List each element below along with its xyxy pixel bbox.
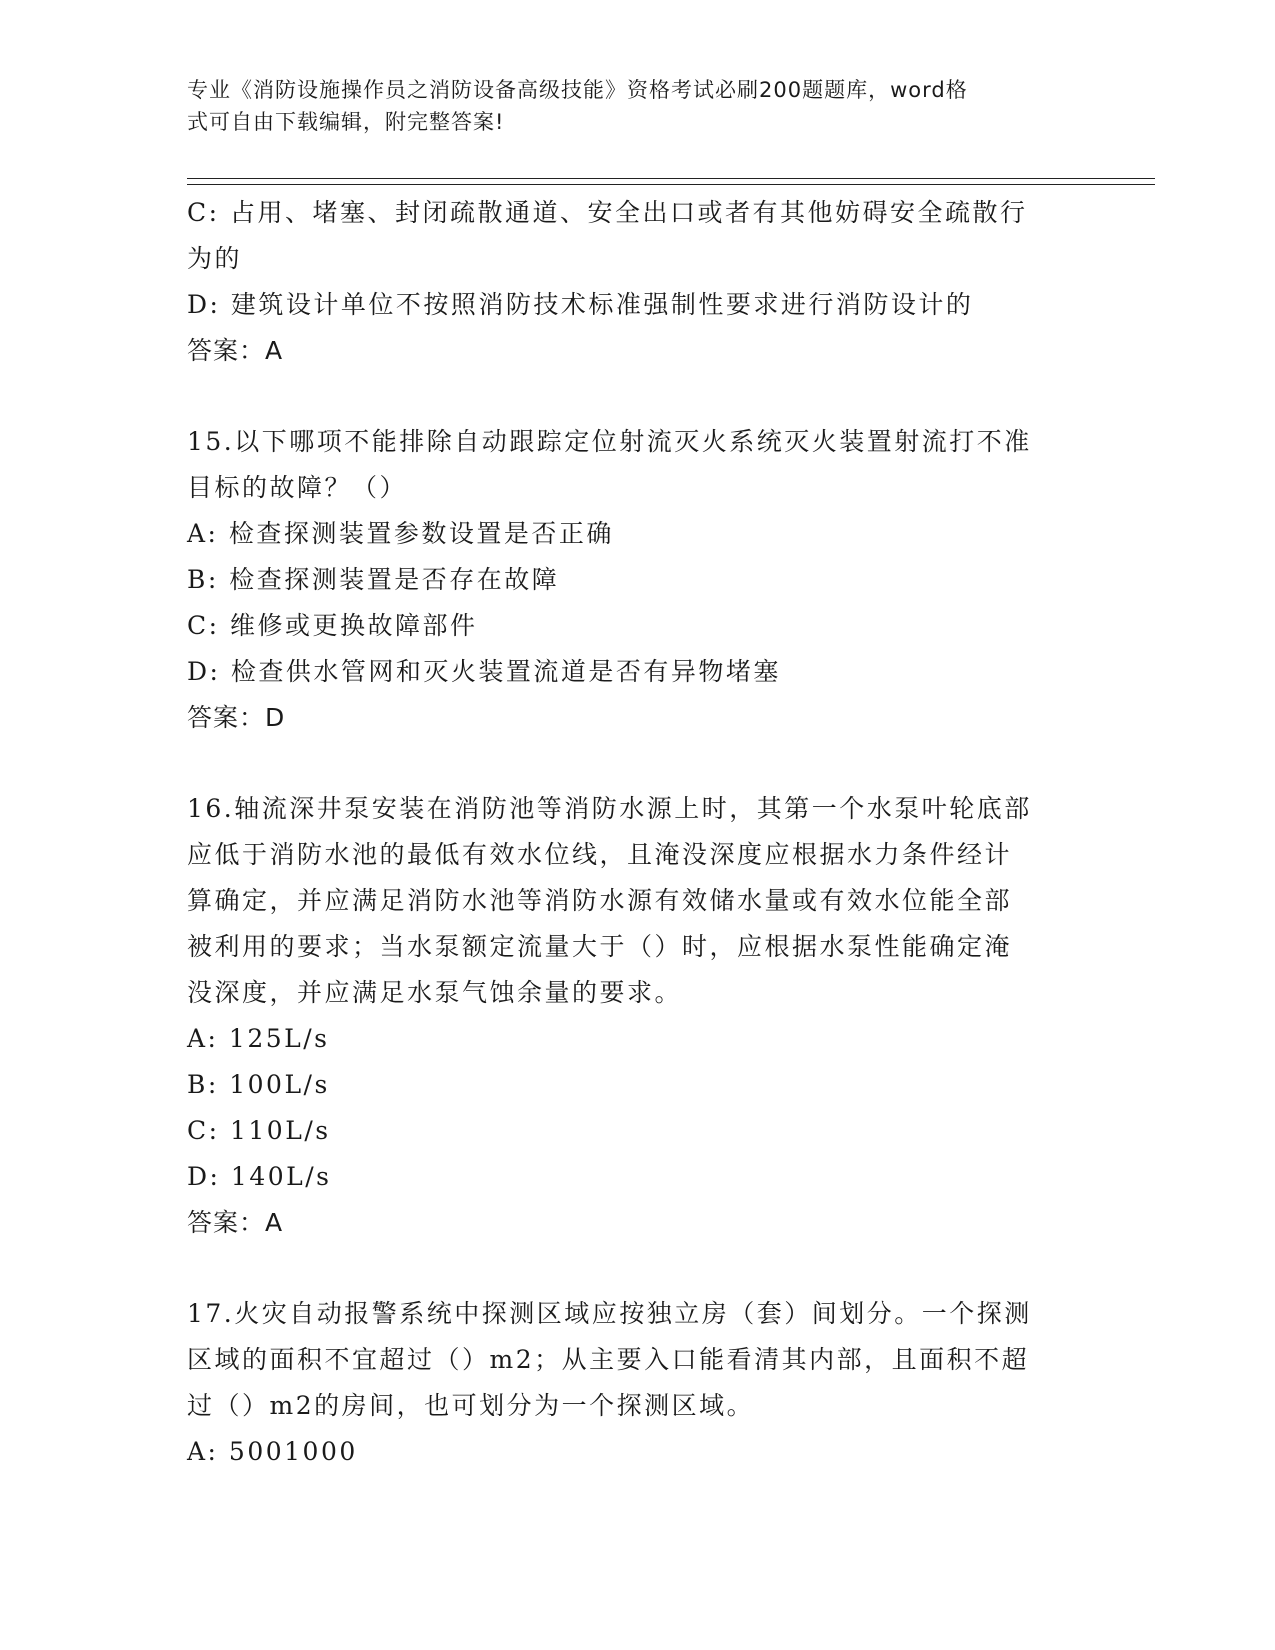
q16-option-b: B: 100L/s <box>187 1070 330 1099</box>
q17-stem-line-2: 区域的面积不宜超过（）m2；从主要入口能看清其内部，且面积不超 <box>187 1345 1030 1374</box>
q17-stem-line-3: 过（）m2的房间，也可划分为一个探测区域。 <box>187 1391 755 1420</box>
q16-answer: 答案：A <box>187 1208 284 1237</box>
q17-stem-line-1: 17.火灾自动报警系统中探测区域应按独立房（套）间划分。一个探测 <box>187 1299 1032 1328</box>
q15-answer: 答案：D <box>187 703 286 732</box>
q14-answer: 答案：A <box>187 336 284 365</box>
q17-option-a: A: 5001000 <box>187 1437 358 1466</box>
question-17 <box>187 1291 1087 1475</box>
q14-option-c-line-1: C: 占用、堵塞、封闭疏散通道、安全出口或者有其他妨碍安全疏散行 <box>187 198 1028 227</box>
q16-option-a: A: 125L/s <box>187 1024 330 1053</box>
spacer <box>187 1246 1087 1291</box>
q16-option-c: C: 110L/s <box>187 1116 331 1145</box>
spacer <box>187 374 1087 419</box>
question-15 <box>187 419 1087 741</box>
header-line-2: 式可自由下载编辑，附完整答案! <box>187 110 505 134</box>
question-14-tail <box>187 190 1087 374</box>
q15-option-a: A: 检查探测装置参数设置是否正确 <box>187 519 614 548</box>
q16-option-d: D: 140L/s <box>187 1162 332 1191</box>
spacer <box>187 741 1087 786</box>
q15-stem-line-2: 目标的故障？（） <box>187 473 408 502</box>
header-line-1: 专业《消防设施操作员之消防设备高级技能》资格考试必刷200题题库，word格 <box>187 78 968 102</box>
q16-stem-line-3: 算确定，并应满足消防水池等消防水源有效储水量或有效水位能全部 <box>187 886 1013 915</box>
q15-option-b: B: 检查探测装置是否存在故障 <box>187 565 560 594</box>
header-rule-top <box>187 178 1155 179</box>
document-header <box>187 74 1067 138</box>
q15-stem-line-1: 15.以下哪项不能排除自动跟踪定位射流灭火系统灭火装置射流打不准 <box>187 427 1032 456</box>
q14-option-c-line-2: 为的 <box>187 244 243 273</box>
question-16 <box>187 786 1087 1246</box>
q16-stem-line-2: 应低于消防水池的最低有效水位线，且淹没深度应根据水力条件经计 <box>187 840 1013 869</box>
q16-stem-line-4: 被利用的要求；当水泵额定流量大于（）时，应根据水泵性能确定淹 <box>187 932 1013 961</box>
q15-option-d: D: 检查供水管网和灭火装置流道是否有异物堵塞 <box>187 657 781 686</box>
q16-stem-line-5: 没深度，并应满足水泵气蚀余量的要求。 <box>187 978 683 1007</box>
q16-stem-line-1: 16.轴流深井泵安装在消防池等消防水源上时，其第一个水泵叶轮底部 <box>187 794 1032 823</box>
header-rule-bottom <box>187 184 1155 185</box>
q14-option-d: D: 建筑设计单位不按照消防技术标准强制性要求进行消防设计的 <box>187 290 974 319</box>
q15-option-c: C: 维修或更换故障部件 <box>187 611 478 640</box>
document-body <box>187 190 1087 1475</box>
